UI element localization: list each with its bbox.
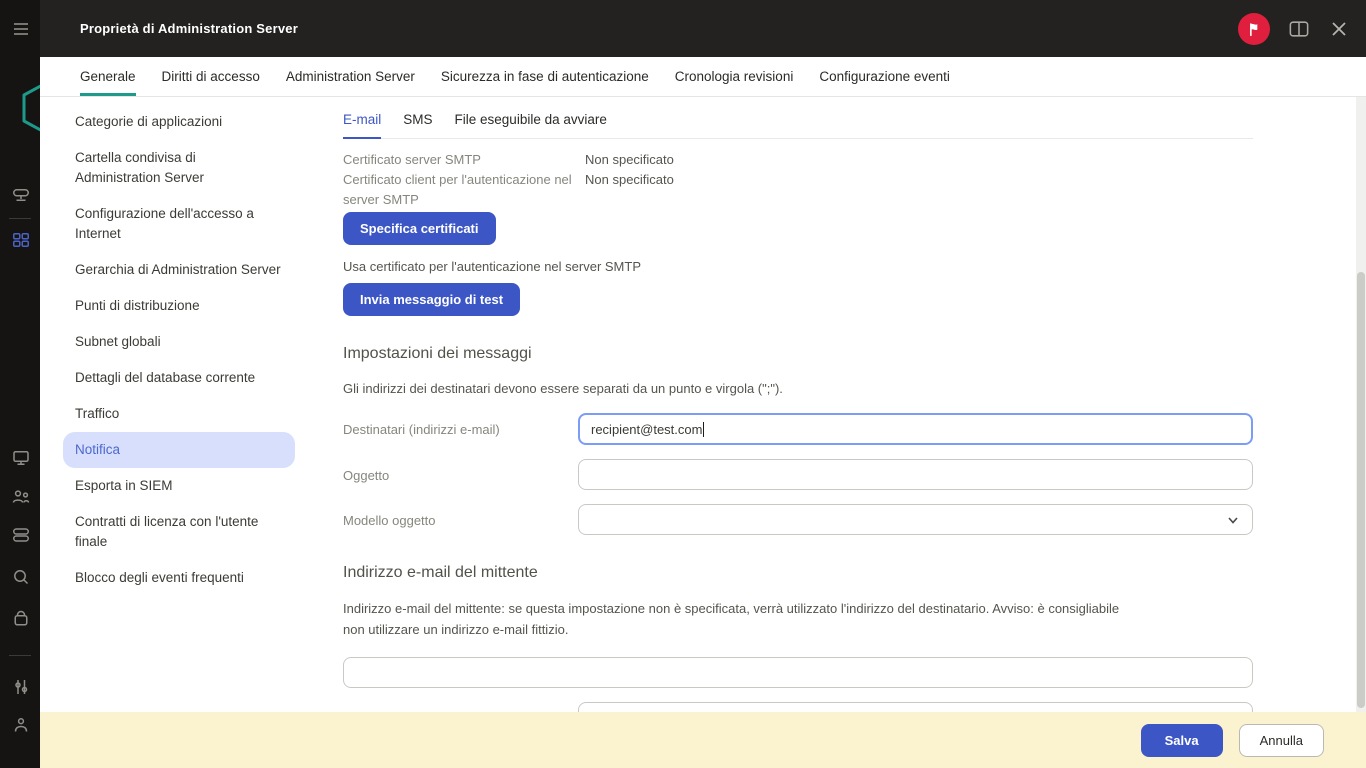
smtp-client-cert-label: Certificato client per l'autenticazione nel server SMTP (343, 172, 572, 207)
subtab-sms[interactable]: SMS (403, 112, 433, 127)
dialog-footer (40, 712, 1366, 768)
repositories-icon[interactable] (11, 525, 31, 545)
dialog-header (40, 0, 1366, 57)
certificates-summary (343, 150, 1253, 210)
tab-sicurezza-autenticazione[interactable]: Sicurezza in fase di autenticazione (440, 69, 649, 84)
subtab-email[interactable]: E-mail (343, 112, 381, 139)
message-settings-heading: Impostazioni dei messaggi (343, 345, 532, 362)
recipients-value: recipient@test.com (591, 421, 703, 437)
recipients-input[interactable] (578, 413, 1253, 445)
sender-email-input[interactable] (343, 657, 1253, 688)
marketplace-bag-icon[interactable] (11, 608, 31, 628)
nav-item-subnet-globali[interactable]: Subnet globali (75, 334, 161, 349)
nav-item-traffico[interactable]: Traffico (75, 406, 120, 421)
help-book-button[interactable] (1288, 18, 1310, 40)
chevron-down-icon (1226, 513, 1240, 530)
tab-cronologia-revisioni[interactable]: Cronologia revisioni (674, 69, 794, 84)
cancel-button[interactable]: Annulla (1239, 724, 1324, 757)
subject-template-label: Modello oggetto (343, 513, 436, 528)
rail-divider (9, 655, 31, 656)
nav-item-contratti-licenza[interactable]: Contratti di licenza con l'utente finale (75, 514, 259, 549)
nav-item-categorie-applicazioni[interactable]: Categorie di applicazioni (75, 114, 223, 129)
flag-icon (1245, 20, 1263, 38)
tab-generale[interactable]: Generale (80, 69, 136, 96)
recipients-row (343, 413, 1253, 445)
rail-divider (9, 218, 31, 219)
hamburger-menu-icon[interactable] (11, 19, 31, 39)
subject-row (343, 459, 1253, 490)
kaspersky-logo-icon (20, 80, 40, 136)
sender-email-heading: Indirizzo e-mail del mittente (343, 564, 538, 581)
subtab-file-eseguibile[interactable]: File eseguibile da avviare (454, 112, 607, 127)
account-person-icon[interactable] (11, 715, 31, 735)
smtp-client-cert-value: Non specificato (585, 172, 674, 187)
settings-nav (63, 104, 295, 596)
smtp-server-cert-value: Non specificato (585, 152, 674, 167)
recipients-hint: Gli indirizzi dei destinatari devono essere separati da un punto e virgola (";"). (343, 381, 783, 396)
nav-item-punti-distribuzione[interactable]: Punti di distribuzione (75, 298, 200, 313)
subject-label: Oggetto (343, 468, 390, 483)
devices-monitor-icon[interactable] (11, 448, 31, 468)
nav-item-cartella-condivisa[interactable]: Cartella condivisa di Administration Server (75, 150, 205, 185)
use-certificate-text: Usa certificato per l'autenticazione nel server SMTP (343, 259, 641, 274)
save-button[interactable]: Salva (1141, 724, 1223, 757)
nav-item-dettagli-database[interactable]: Dettagli del database corrente (75, 370, 256, 385)
nav-item-gerarchia[interactable]: Gerarchia di Administration Server (75, 262, 281, 277)
subject-input[interactable] (578, 459, 1253, 490)
nav-item-blocco-eventi[interactable]: Blocco degli eventi frequenti (75, 570, 244, 585)
subject-template-select[interactable] (578, 504, 1253, 535)
dialog-title: Proprietà di Administration Server (80, 21, 298, 36)
close-icon (1331, 21, 1347, 37)
assets-grid-icon[interactable] (11, 230, 31, 250)
settings-sliders-icon[interactable] (11, 677, 31, 697)
send-test-message-button[interactable]: Invia messaggio di test (343, 283, 520, 316)
whats-new-flag-button[interactable] (1238, 13, 1270, 45)
nav-item-esporta-siem[interactable]: Esporta in SIEM (75, 478, 173, 493)
tab-diritti-di-accesso[interactable]: Diritti di accesso (161, 69, 260, 84)
nav-item-notifica[interactable]: Notifica (63, 432, 295, 468)
recipients-label: Destinatari (indirizzi e-mail) (343, 422, 500, 437)
book-icon (1289, 20, 1309, 38)
content-scrollbar (1356, 97, 1366, 712)
dialog-tabbar (40, 57, 1366, 97)
notification-settings-panel (343, 112, 1253, 763)
subject-template-row (343, 504, 1253, 535)
nav-item-accesso-internet[interactable]: Configurazione dell'accesso a Internet (75, 206, 254, 241)
tab-administration-server[interactable]: Administration Server (285, 69, 415, 84)
notification-subtabs (343, 112, 1253, 139)
scrollbar-thumb[interactable] (1357, 272, 1365, 708)
smtp-server-cert-label: Certificato server SMTP (343, 152, 481, 167)
search-icon[interactable] (11, 567, 31, 587)
text-caret (703, 422, 704, 437)
administration-servers-icon[interactable] (11, 185, 31, 205)
tab-configurazione-eventi[interactable]: Configurazione eventi (819, 69, 950, 84)
close-button[interactable] (1328, 18, 1350, 40)
app-rail (0, 0, 40, 768)
users-icon[interactable] (11, 487, 31, 507)
specify-certificates-button[interactable]: Specifica certificati (343, 212, 496, 245)
sender-email-description: Indirizzo e-mail del mittente: se questa impostazione non è specificata, verrà utilizzato l'indirizzo del destinatario. Avviso: è consigliabile non utilizzare un indirizzo e-mail fittizio. (343, 601, 1120, 637)
